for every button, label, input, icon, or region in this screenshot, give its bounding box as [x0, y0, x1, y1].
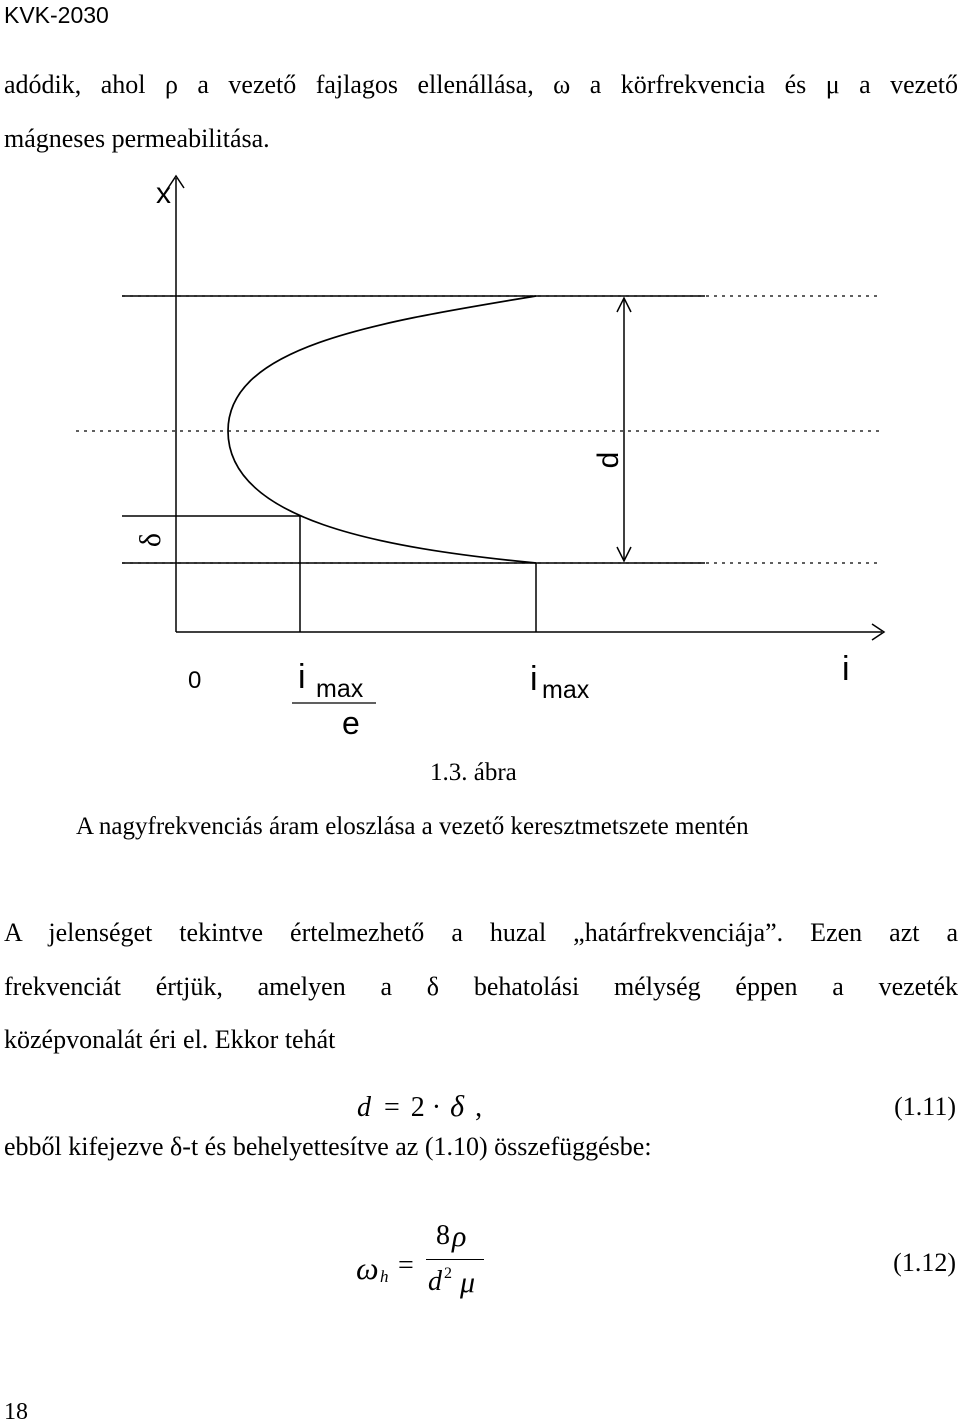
eq12-omega-subscript: h: [380, 1267, 389, 1286]
dotted-guides: [76, 296, 880, 563]
eq12-denominator-d: d: [428, 1266, 442, 1297]
eq12-denominator-mu: μ: [460, 1266, 476, 1299]
eq12-numerator-coefficient: 8: [436, 1220, 450, 1251]
imax-over-e-subscript: max: [316, 675, 364, 703]
eq11-dot: ·: [431, 1092, 442, 1123]
eq11-number: (1.11): [894, 1092, 956, 1121]
current-distribution-curve: [228, 296, 536, 563]
d-dimension-label: d: [592, 451, 625, 469]
eq11-coefficient: 2: [410, 1092, 425, 1123]
eq12-fraction-bar: [426, 1259, 484, 1260]
axis-x-label: i: [842, 650, 850, 688]
imax-over-e-denominator: e: [342, 705, 360, 741]
figure-caption-text: A nagyfrekvenciás áram eloszlása a vezető keresztmetszete mentén: [76, 813, 749, 840]
eq12-omega: ω: [356, 1250, 379, 1286]
eq11-lhs: d: [357, 1092, 371, 1123]
eq11-delta: δ: [450, 1090, 465, 1123]
eq12-denominator-exponent: 2: [444, 1265, 452, 1282]
paragraph-1-line-1: adódik, ahol ρ a vezető fajlagos ellenállása, ω a körfrekvencia és μ a vezető: [4, 70, 958, 99]
delta-label: δ: [134, 532, 167, 548]
equation-1-12: [356, 1222, 496, 1302]
eq12-numerator-rho: ρ: [452, 1220, 467, 1253]
doc-code: KVK-2030: [4, 2, 109, 28]
eq12-equals: =: [398, 1250, 414, 1281]
eq11-equals: =: [384, 1092, 400, 1123]
eq11-comma: ,: [475, 1092, 483, 1123]
paragraph-2-line-1: A jelenséget tekintve értelmezhető a huzal „határfrekvenciája”. Ezen azt a: [4, 918, 958, 947]
paragraph-2-line-2: frekvenciát értjük, amelyen a δ behatolási mélység éppen a vezeték: [4, 972, 958, 1001]
paragraph-1-line-2: mágneses permeabilitása.: [4, 124, 270, 153]
equation-1-11: [357, 1092, 482, 1122]
origin-label: 0: [188, 667, 202, 694]
imax-over-e-i: i: [298, 658, 306, 696]
eq12-number: (1.12): [893, 1248, 956, 1277]
imax-subscript: max: [542, 676, 590, 704]
figure-caption-number: 1.3. ábra: [430, 759, 517, 786]
paragraph-2-line-3: középvonalát éri el. Ekkor tehát: [4, 1025, 336, 1054]
page-number: 18: [4, 1399, 28, 1425]
axis-y-label: x: [156, 177, 171, 210]
imax-i: i: [530, 660, 538, 698]
paragraph-3-line-1: ebből kifejezve δ-t és behelyettesítve az (1.10) összefüggésbe:: [4, 1132, 652, 1161]
